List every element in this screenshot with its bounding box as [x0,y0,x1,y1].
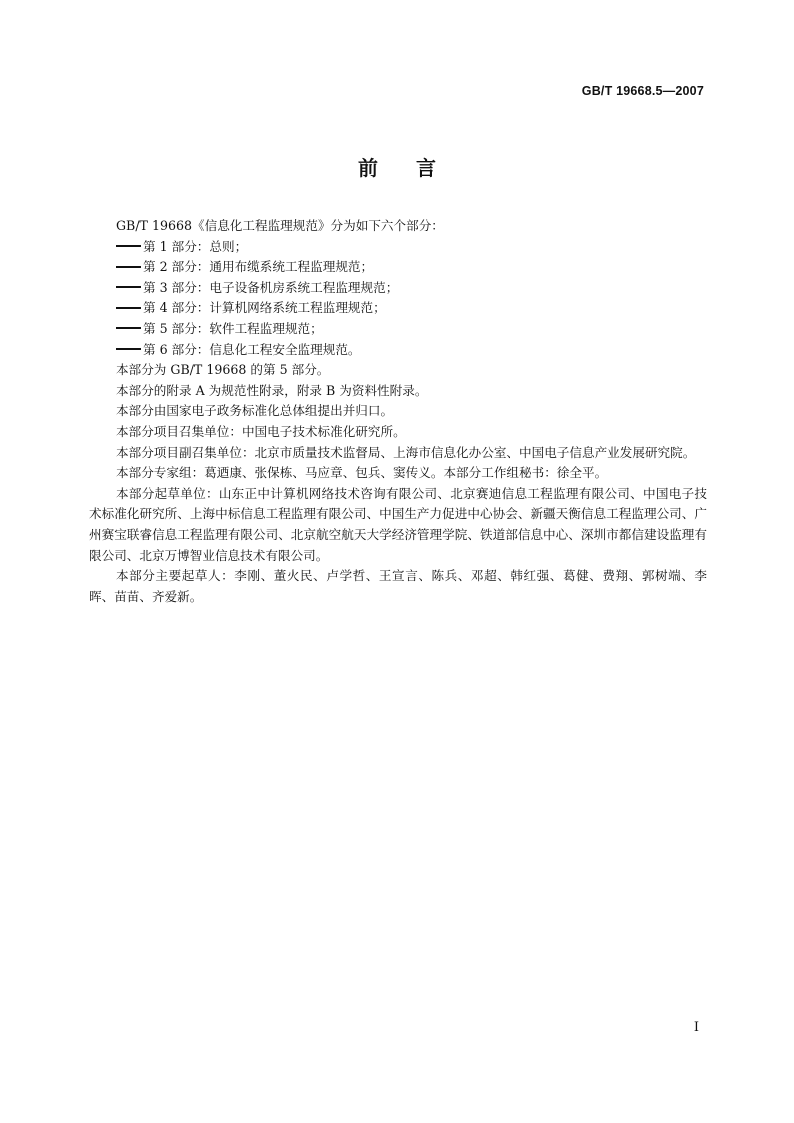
intro-paragraph: GB/T 19668《信息化工程监理规范》分为如下六个部分： [116,218,444,233]
page-title: 前言 [358,156,474,180]
part-label: 第 5 部分：软件工程监理规范； [143,320,323,336]
paragraph-part-number: 本部分为 GB/T 19668 的第 5 部分。 [116,362,330,378]
part-label: 第 2 部分：通用布缆系统工程监理规范； [143,259,374,275]
standard-code: GB/T 19668.5—2007 [581,84,704,98]
part-label: 第 1 部分：总则； [143,238,248,254]
dash-icon [116,266,141,268]
paragraph-expert-group: 本部分专家组：葛迺康、张保栋、马应章、包兵、窦传义。本部分工作组秘书：徐全平。 [116,465,608,481]
part-list-item [89,278,707,299]
part-list-item [89,257,707,278]
dash-icon [116,245,141,247]
part-label: 第 6 部分：信息化工程安全监理规范。 [143,341,361,357]
paragraph-vice-convener: 本部分项目副召集单位：北京市质量技术监督局、上海市信息化办公室、中国电子信息产业发展研究院。 [116,444,696,460]
dash-icon [116,307,141,309]
paragraph-annex: 本部分的附录 A 为规范性附录，附录 B 为资料性附录。 [116,382,428,398]
dash-icon [116,286,141,288]
paragraph-drafters: 本部分主要起草人：李刚、董火民、卢学哲、王宣言、陈兵、邓超、韩红强、葛健、费翔、郭树端、李晖、苗苗、齐爱新。 [89,568,707,604]
paragraph-convener: 本部分项目召集单位：中国电子技术标准化研究所。 [116,423,406,439]
paragraph-proposer: 本部分由国家电子政务标准化总体组提出并归口。 [116,403,394,419]
part-list-item [89,319,707,340]
foreword-content [89,216,707,607]
dash-icon [116,327,141,329]
page-number: I [693,1020,699,1035]
part-label: 第 3 部分：电子设备机房系统工程监理规范； [143,279,399,295]
part-list-item [89,298,707,319]
paragraph-drafting-units: 本部分起草单位：山东正中计算机网络技术咨询有限公司、北京赛迪信息工程监理有限公司、中国电子技术标准化研究所、上海中标信息工程监理有限公司、中国生产力促进中心协会、新疆天衡信息工程监理公司、广州赛宝联睿信息工程监理有限公司、北京航空航天大学经济管理学院、铁道部信息中心、深圳市都信建设监理有限公司、北京万博智业信息技术有限公司。 [89,485,707,563]
part-list-item [89,340,707,361]
part-list-item [89,237,707,258]
dash-icon [116,348,141,350]
part-label: 第 4 部分：计算机网络系统工程监理规范； [143,300,386,316]
